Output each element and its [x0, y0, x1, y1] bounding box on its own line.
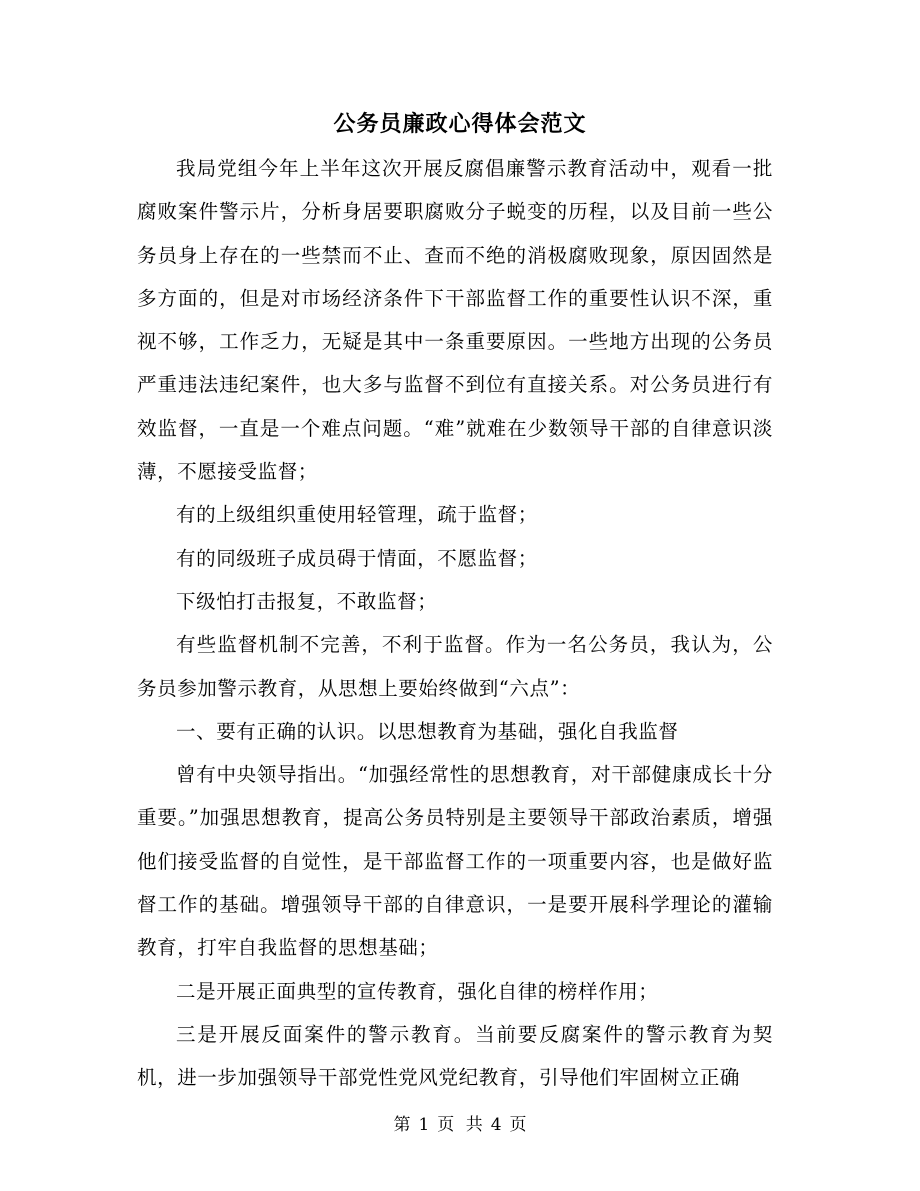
paragraph: 下级怕打击报复，不敢监督； — [176, 589, 438, 613]
paragraph: 二是开展正面典型的宣传教育，强化自律的榜样作用； — [176, 979, 659, 1003]
paragraph: 有的上级组织重使用轻管理，疏于监督； — [176, 503, 538, 527]
document-title: 公务员廉政心得体会范文 — [333, 111, 587, 137]
section-heading: 一、要有正确的认识。以思想教育为基础，强化自我监督 — [176, 719, 679, 743]
current-page-number: 1 — [418, 1115, 430, 1135]
page-label-mid: 页 共 — [437, 1115, 483, 1135]
paragraph: 我局党组今年上半年这次开展反腐倡廉警示教育活动中，观看一批腐败案件警示片，分析身居要职腐败分子蜕变的历程，以及目前一些公务员身上存在的一些禁而不止、查而不绝的消极腐败现象，原因固然是多方面的，但是对市场经济条件下干部监督工作的重要性认识不深，重视不够，工作乏力，无疑是其中一条重要原因。一些地方出现的公务员严重违法违纪案件，也大多与监督不到位有直接关系。对公务员进行有效监督，一直是一个难点问题。“难”就难在少数领导干部的自律意识淡薄，不愿接受监督； — [137, 157, 773, 484]
page-label-suffix: 页 — [509, 1115, 527, 1135]
paragraph: 有的同级班子成员碍于情面，不愿监督； — [176, 546, 538, 570]
paragraph: 三是开展反面案件的警示教育。当前要反腐案件的警示教育为契机，进一步加强领导干部党性党风党纪教育，引导他们牢固树立正确 — [137, 1022, 773, 1090]
paragraph: 有些监督机制不完善，不利于监督。作为一名公务员，我认为，公务员参加警示教育，从思想上要始终做到“六点”： — [137, 633, 773, 700]
paragraph: 曾有中央领导指出。“加强经常性的思想教育，对干部健康成长十分重要。”加强思想教育，提高公务员特别是主要领导干部政治素质，增强他们接受监督的自觉性，是干部监督工作的一项重要内容，也是做好监督工作的基础。增强领导干部的自律意识，一是要开展科学理论的灌输教育，打牢自我监督的思想基础； — [137, 763, 773, 960]
document-body — [137, 147, 773, 1100]
page-label-prefix: 第 — [393, 1115, 411, 1135]
page-footer — [0, 1112, 920, 1138]
total-pages-number: 4 — [490, 1115, 502, 1135]
